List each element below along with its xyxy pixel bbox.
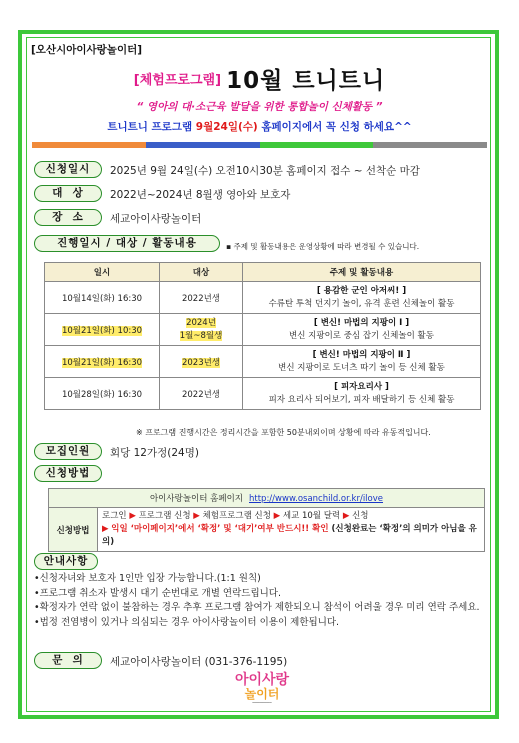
page-title (0, 62, 519, 95)
step-apply: 신청 (352, 511, 369, 521)
schedule-table (44, 262, 481, 410)
recruit-label: 모집인원 (34, 443, 102, 460)
row-activity (243, 346, 481, 378)
date-text: 10월21일(화) 16:30 (61, 357, 143, 368)
apply-date-label: 신청일시 (34, 161, 102, 178)
col-header-target: 대상 (160, 263, 243, 282)
row-date (45, 314, 160, 346)
divider-green (260, 142, 374, 148)
title-main: 10월 트니트니 (226, 68, 386, 94)
list-item: •법정 전염병이 있거나 의심되는 경우 아이사랑놀이터 이용이 제한됩니다. (34, 616, 340, 628)
logo-line2: 놀이터 (244, 687, 280, 701)
activity-title: [ 용감한 군인 아저씨! ] (316, 285, 407, 296)
divider-gray (373, 142, 487, 148)
logo-line1: 아이사랑 (234, 672, 290, 688)
divider-blue (146, 142, 260, 148)
place-value: 세교아이사랑놀이터 (110, 213, 202, 225)
arrow-right-icon: ▶ (129, 511, 136, 521)
row-target (160, 346, 243, 378)
apply-date-value: 2025년 9월 24일(수) 오전10시30분 홈페이지 접수 ~ 선착순 마감 (110, 165, 420, 177)
target-text-line1: 2024년 (186, 317, 216, 328)
notice-post: 홈페이지에서 꼭 신청 하세요^^ (257, 121, 412, 133)
confirm-warning: 익일 ‘마이페이지’에서 ‘확정’ 및 ‘대기’여부 반드시!! 확인 (111, 524, 329, 534)
row-activity (243, 378, 481, 410)
step-program: 프로그램 신청 (138, 511, 191, 521)
activity-title: [ 변신! 마법의 지팡이 Ⅱ ] (312, 349, 411, 360)
apply-method-table (48, 488, 485, 552)
organization-name: [오산시아이사랑놀이터] (31, 44, 143, 56)
table-row (45, 346, 481, 378)
arrow-right-icon: ▶ (102, 524, 109, 534)
confirm-line (102, 523, 480, 549)
guide-list (34, 572, 489, 630)
schedule-label: 진행일시 / 대상 / 활동내용 (34, 235, 220, 252)
activity-desc: 수류탄 투척 던지기 놀이, 유격 훈련 신체놀이 활동 (268, 298, 455, 309)
target-value: 2022년~2024년 8월생 영아와 보호자 (110, 189, 291, 201)
homepage-text: 아이사랑놀이터 홈페이지 (149, 494, 243, 504)
schedule-footnote: ※ 프로그램 진행시간은 정리시간을 포함한 50분내외이며 상황에 따라 유동적입니다. (136, 428, 431, 437)
date-text: 10월28일(화) 16:30 (61, 389, 143, 400)
activity-desc: 변신 지팡이로 도너츠 따기 놀이 등 신체 활동 (278, 362, 445, 373)
apply-row-label: 신청방법 (49, 508, 98, 552)
activity-title: [ 변신! 마법의 지팡이 Ⅰ ] (313, 317, 410, 328)
target-text: 2022년생 (181, 293, 221, 304)
table-row (45, 282, 481, 314)
list-item: •확정자가 연락 없이 불참하는 경우 추후 프로그램 참여가 제한되오니 참석이 어려울 경우 미리 연락 주세요. (34, 602, 480, 613)
notice-pre: 트니트니 프로그램 (107, 121, 196, 133)
table-row (45, 314, 481, 346)
date-text: 10월14일(화) 16:30 (61, 293, 143, 304)
schedule-note: ▪ 주제 및 활동내용은 운영상황에 따라 변경될 수 있습니다. (226, 242, 420, 251)
list-item: •신청자녀와 보호자 1인만 입장 가능합니다.(1:1 원칙) (34, 573, 261, 584)
divider-orange (32, 142, 146, 148)
recruit-value: 회당 12가정(24명) (110, 447, 199, 459)
row-date (45, 346, 160, 378)
row-target (160, 314, 243, 346)
arrow-right-icon: ▶ (193, 511, 200, 521)
target-text: 2023년생 (181, 357, 221, 368)
row-date (45, 378, 160, 410)
arrow-right-icon: ▶ (273, 511, 281, 521)
confirm-note: (신청완료는 ‘확정’의 의미가 아님을 유의) (102, 524, 477, 547)
method-label: 신청방법 (34, 465, 102, 482)
homepage-row (49, 489, 485, 508)
step-experience: 체험프로그램 신청 (202, 511, 271, 521)
title-tag: [체험프로그램] (133, 73, 222, 88)
subtitle: “ 영아의 대·소근육 발달을 위한 통합놀이 신체활동 ” (136, 101, 383, 113)
row-target (160, 282, 243, 314)
row-target (160, 378, 243, 410)
row-activity (243, 314, 481, 346)
logo-decoration: ━━━━━━━━ (252, 700, 272, 705)
target-text-line2: 1월~8월생 (179, 330, 223, 341)
apply-step-line (102, 510, 480, 523)
logo (230, 673, 294, 703)
target-label: 대 상 (34, 185, 102, 202)
step-calendar: 세교 10월 달력 (282, 511, 341, 521)
activity-title: [ 피자요리사 ] (334, 381, 389, 392)
contact-value: 세교아이사랑놀이터 (031-376-1195) (110, 656, 288, 668)
list-item: •프로그램 취소자 발생시 대기 순번대로 개별 연락드립니다. (34, 587, 281, 599)
notice-line (0, 119, 519, 134)
place-label: 장 소 (34, 209, 102, 226)
col-header-date: 일시 (45, 263, 160, 282)
apply-steps (98, 508, 485, 552)
activity-desc: 변신 지팡이로 중심 잡기 신체놀이 활동 (289, 330, 434, 341)
step-login: 로그인 (102, 511, 127, 521)
date-text: 10월21일(화) 10:30 (61, 325, 143, 336)
col-header-activity: 주제 및 활동내용 (243, 263, 481, 282)
color-divider (32, 142, 487, 148)
row-activity (243, 282, 481, 314)
arrow-right-icon: ▶ (342, 511, 350, 521)
guide-label: 안내사항 (34, 553, 98, 570)
homepage-link[interactable]: http://www.osanchild.or.kr/ilove (249, 494, 384, 504)
table-row (45, 378, 481, 410)
contact-label: 문 의 (34, 652, 102, 669)
notice-date: 9월24일(수) (195, 121, 258, 133)
row-date (45, 282, 160, 314)
target-text: 2022년생 (181, 389, 221, 400)
activity-desc: 피자 요리사 되어보기, 피자 배달하기 등 신체 활동 (268, 394, 455, 405)
